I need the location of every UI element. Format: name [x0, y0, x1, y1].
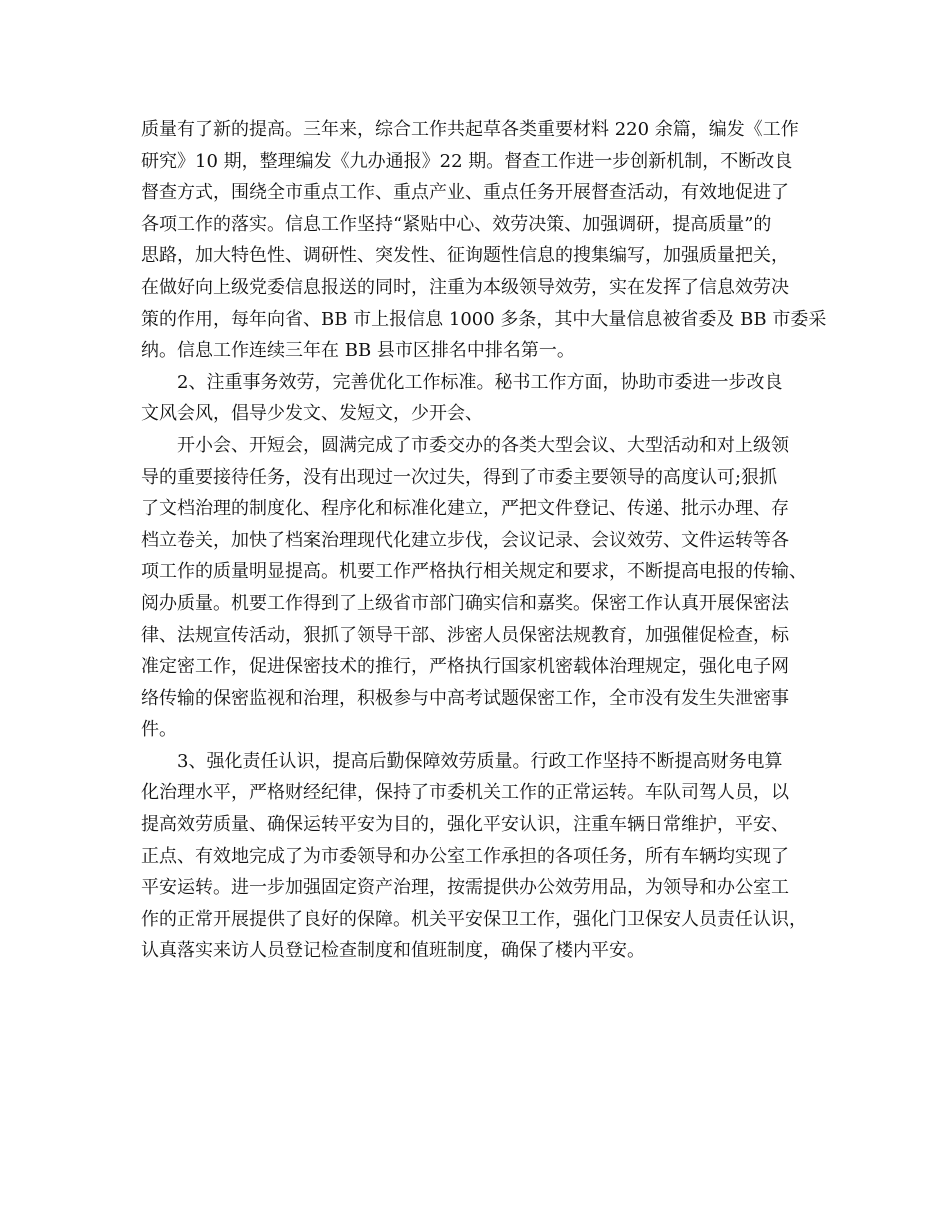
text-line: 正点、有效地完成了为市委领导和办公室工作承担的各项任务，所有车辆均实现了 — [141, 845, 789, 867]
text-line: 提高效劳质量、确保运转平安为目的，强化平安认识，注重车辆日常维护，平安、 — [141, 814, 789, 836]
text-line: 3、强化责任认识，提高后勤保障效劳质量。行政工作坚持不断提高财务电算 — [177, 750, 783, 772]
text-line: 文风会风，倡导少发文、发短文，少开会、 — [141, 403, 483, 425]
text-line: 档立卷关，加快了档案治理现代化建立步伐，会议记录、会议效劳、文件运转等各 — [141, 529, 789, 551]
text-line: 阅办质量。机要工作得到了上级省市部门确实信和嘉奖。保密工作认真开展保密法 — [141, 592, 789, 614]
text-line: 作的正常开展提供了良好的保障。机关平安保卫工作，强化门卫保安人员责任认识， — [141, 908, 807, 930]
text-line: 化治理水平，严格财经纪律，保持了市委机关工作的正常运转。车队司驾人员，以 — [141, 782, 789, 804]
text-line: 开小会、开短会，圆满完成了市委交办的各类大型会议、大型活动和对上级领 — [177, 434, 789, 456]
text-line: 思路，加大特色性、调研性、突发性、征询题性信息的搜集编写，加强质量把关， — [141, 245, 789, 267]
text-line: 2、注重事务效劳，完善优化工作标准。秘书工作方面，协助市委进一步改良 — [177, 371, 783, 393]
text-line: 平安运转。进一步加强固定资产治理，按需提供办公效劳用品，为领导和办公室工 — [141, 877, 789, 899]
text-line: 络传输的保密监视和治理，积极参与中高考试题保密工作，全市没有发生失泄密事 — [141, 687, 789, 709]
text-line: 准定密工作，促进保密技术的推行，严格执行国家机密载体治理规定，强化电子网 — [141, 656, 789, 678]
text-line: 各项工作的落实。信息工作坚持“紧贴中心、效劳决策、加强调研，提高质量”的 — [141, 213, 772, 235]
text-line: 认真落实来访人员登记检查制度和值班制度，确保了楼内平安。 — [141, 940, 645, 962]
text-line: 策的作用，每年向省、BB 市上报信息 1000 多条，其中大量信息被省委及 BB 市委采 — [141, 308, 827, 330]
text-line: 督查方式，围绕全市重点工作、重点产业、重点任务开展督查活动，有效地促进了 — [141, 182, 789, 204]
text-line: 纳。信息工作连续三年在 BB 县市区排名中排名第一。 — [141, 340, 575, 362]
text-line: 研究》10 期，整理编发《九办通报》22 期。督查工作进一步创新机制，不断改良 — [141, 150, 793, 172]
text-line: 导的重要接待任务，没有出现过一次过失，得到了市委主要领导的高度认可;狠抓 — [141, 466, 778, 488]
text-line: 质量有了新的提高。三年来，综合工作共起草各类重要材料 220 余篇，编发《工作 — [141, 119, 799, 140]
text-line: 件。 — [141, 719, 177, 741]
text-line: 律、法规宣传活动，狠抓了领导干部、涉密人员保密法规教育，加强催促检查，标 — [141, 624, 789, 646]
text-line: 在做好向上级党委信息报送的同时，注重为本级领导效劳，实在发挥了信息效劳决 — [141, 276, 789, 298]
text-line: 了文档治理的制度化、程序化和标准化建立，严把文件登记、传递、批示办理、存 — [141, 498, 789, 520]
text-line: 项工作的质量明显提高。机要工作严格执行相关规定和要求，不断提高电报的传输、 — [141, 561, 807, 583]
document-body — [141, 114, 831, 967]
